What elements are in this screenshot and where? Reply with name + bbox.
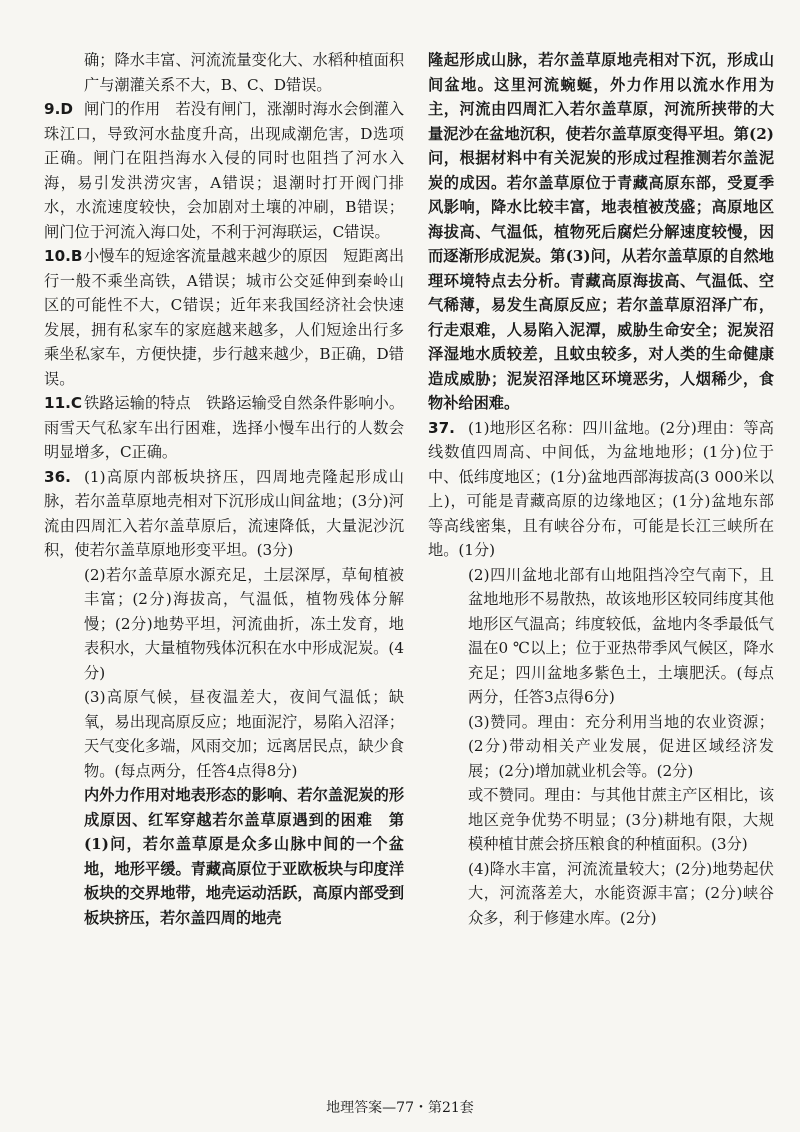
- answer-9-text: 闸门的作用 若没有闸门，涨潮时海水会倒灌入珠江口，导致河水盐度升高，出现咸潮危害，D选项正确。闸门在阻挡海水入侵的同时也阻挡了河水入海，易引发洪涝灾害，A错误；退潮时打开阀门排水，水流速度较快，会加剧对土壤的冲刷，B错误；闸门位于河流入海口处，不利于河海联运，C错误。: [44, 100, 404, 241]
- answer-37-part4: (4)降水丰富，河流流量较大；(2分)地势起伏大，河流落差大，水能资源丰富；(2分)峡谷众多，利于修建水库。(2分): [468, 859, 774, 927]
- answer-9-number: 9.D: [44, 100, 73, 118]
- answer-37-part3: (3)赞同。理由：充分利用当地的农业资源；(2分)带动相关产业发展，促进区域经济发展；(2分)增加就业机会等。(2分): [468, 712, 774, 780]
- analysis-continued: 隆起形成山脉，若尔盖草原地壳相对下沉，形成山间盆地。这里河流蜿蜒，外力作用以流水作用为主，河流由四周汇入若尔盖草原，河流所挟带的大量泥沙在盆地沉积，使若尔盖草原变得平坦。第(2)问，根据材料中有关泥炭的形成过程推测若尔盖泥炭的成因。若尔盖草原位于青藏高原东部，受夏季风影响，降水比较丰富，地表植被茂盛；高原地区海拔高、气温低，植物死后腐烂分解速度较慢，因而逐渐形成泥炭。第(3)问，从若尔盖草原的自然地理环境特点去分析。青藏高原海拔高、气温低、空气稀薄，易发生高原反应；若尔盖草原沼泽广布，行走艰难，人易陷入泥潭，威胁生命安全；泥炭沼泽湿地水质较差，且蚊虫较多，对人类的生命健康造成威胁；泥炭沼泽地区环境恶劣，人烟稀少，食物补给困难。: [428, 51, 774, 412]
- right-column: [428, 48, 774, 930]
- answer-36-part3: (3)高原气候，昼夜温差大，夜间气温低；缺氧，易出现高原反应；地面泥泞，易陷入沼泽；天气变化多端，风雨交加；远离居民点，缺少食物。(每点两分，任答4点得8分): [84, 688, 404, 780]
- answer-37-part3-alt: 或不赞同。理由：与其他甘蔗主产区相比，该地区竞争优势不明显；(3分)耕地有限，大规模种植甘蔗会挤压粮食的种植面积。(3分): [468, 786, 774, 853]
- answer-37-number: 37.: [428, 418, 455, 437]
- analysis-body: 第(1)问，若尔盖草原是众多山脉中间的一个盆地，地形平缓。青藏高原位于亚欧板块与印度洋板块的交界地带，地壳运动活跃，高原内部受到板块挤压，若尔盖四周的地壳: [84, 810, 405, 927]
- analysis-heading: 内外力作用对地表形态的影响、若尔盖泥炭的形成原因、红军穿越若尔盖草原遇到的困难: [84, 786, 404, 829]
- page-footer: 地理答案—77・第21套: [326, 1100, 474, 1116]
- answer-37: [428, 416, 774, 563]
- intro-text: 确；降水丰富、河流流量变化大、水稻种植面积广与潮灌关系不大，B、C、D错误。: [84, 51, 404, 94]
- answer-36-analysis: [44, 783, 404, 930]
- answer-10-number: 10.B: [44, 247, 83, 265]
- answer-36-number: 36.: [44, 467, 71, 486]
- answer-37-part2: (2)四川盆地北部有山地阻挡冷空气南下，且盆地地形不易散热，故该地形区较同纬度其他地形区气温高；纬度较低，盆地内冬季最低气温在0 ℃以上；位于亚热带季风气候区，降水充足；四川盆地多紫色土，土壤肥沃。(每点两分，任答3点得6分): [468, 565, 774, 706]
- answer-36-part1: (1)高原内部板块挤压，四周地壳隆起形成山脉，若尔盖草原地壳相对下沉形成山间盆地；(3分)河流由四周汇入若尔盖草原后，流速降低，大量泥沙沉积，使若尔盖草原地形变平坦。(3分): [44, 467, 404, 559]
- answer-11: [44, 391, 404, 465]
- answer-36-part2: (2)若尔盖草原水源充足，土层深厚，草甸植被丰富；(2分)海拔高，气温低，植物残体分解慢；(2分)地势平坦，河流曲折，冻土发育，地表积水，大量植物残体沉积在水中形成泥炭。(4分): [84, 565, 404, 682]
- answer-11-number: 11.C: [44, 394, 83, 412]
- answer-10-text: 小慢车的短途客流量越来越少的原因 短距离出行一般不乘坐高铁，A错误；城市公交延伸到秦岭山区的可能性不大，C错误；近年来我国经济社会快速发展，拥有私家车的家庭越来越多，人们短途出行多乘坐私家车，方便快捷，步行越来越少，B正确，D错误。: [44, 247, 404, 388]
- left-column: [44, 48, 404, 930]
- answer-11-text: 铁路运输的特点 铁路运输受自然条件影响小。雨雪天气私家车出行困难，选择小慢车出行的人数会明显增多，C正确。: [44, 394, 404, 461]
- answer-10: [44, 244, 404, 391]
- answer-36: [44, 465, 404, 563]
- answer-37-part1: (1)地形区名称：四川盆地。(2分)理由：等高线数值四周高、中间低，为盆地地形；(1分)位于中、低纬度地区；(1分)盆地西部海拔高(3 000米以上)，可能是青藏高原的边缘地区；(1分)盆地东部等高线密集，且有峡谷分布，可能是长江三峡所在地。(1分): [428, 418, 774, 559]
- answer-9: [44, 97, 404, 244]
